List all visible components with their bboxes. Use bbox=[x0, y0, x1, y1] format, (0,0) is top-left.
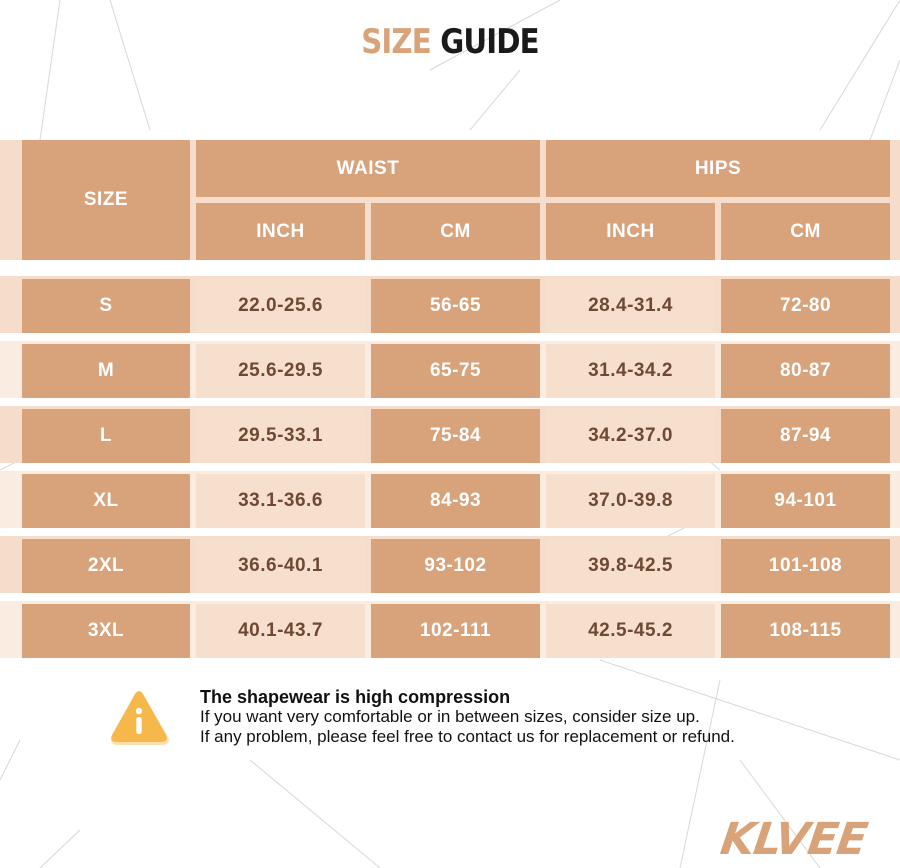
hips-header: HIPS bbox=[546, 140, 890, 197]
note-heading: The shapewear is high compression bbox=[200, 687, 511, 707]
title-part1: SIZE bbox=[361, 22, 431, 62]
warning-icon bbox=[108, 690, 170, 746]
waist-inch-cell: 36.6-40.1 bbox=[196, 539, 365, 593]
note-line-1: If you want very comfortable or in between sizes, consider size up. bbox=[200, 707, 700, 726]
hips-cm-cell: 87-94 bbox=[721, 409, 890, 463]
waist-inch-cell: 29.5-33.1 bbox=[196, 409, 365, 463]
waist-cm-cell: 56-65 bbox=[371, 279, 540, 333]
hips-inch-cell: 39.8-42.5 bbox=[546, 539, 715, 593]
waist-inch-header: INCH bbox=[196, 203, 365, 260]
waist-cm-cell: 84-93 bbox=[371, 474, 540, 528]
hips-cm-cell: 72-80 bbox=[721, 279, 890, 333]
compression-note bbox=[200, 687, 735, 747]
waist-inch-cell: 25.6-29.5 bbox=[196, 344, 365, 398]
waist-cm-cell: 102-111 bbox=[371, 604, 540, 658]
size-cell: XL bbox=[22, 474, 190, 528]
hips-cm-cell: 80-87 bbox=[721, 344, 890, 398]
size-cell: 3XL bbox=[22, 604, 190, 658]
title-part2: GUIDE bbox=[440, 22, 539, 62]
waist-inch-cell: 22.0-25.6 bbox=[196, 279, 365, 333]
size-cell: M bbox=[22, 344, 190, 398]
waist-cm-cell: 93-102 bbox=[371, 539, 540, 593]
hips-inch-cell: 34.2-37.0 bbox=[546, 409, 715, 463]
hips-inch-cell: 37.0-39.8 bbox=[546, 474, 715, 528]
hips-cm-cell: 94-101 bbox=[721, 474, 890, 528]
size-cell: 2XL bbox=[22, 539, 190, 593]
hips-cm-cell: 101-108 bbox=[721, 539, 890, 593]
waist-cm-header: CM bbox=[371, 203, 540, 260]
waist-cm-cell: 65-75 bbox=[371, 344, 540, 398]
hips-inch-header: INCH bbox=[546, 203, 715, 260]
hips-inch-cell: 28.4-31.4 bbox=[546, 279, 715, 333]
page-title bbox=[63, 22, 837, 62]
hips-cm-header: CM bbox=[721, 203, 890, 260]
brand-logo: KLVEE bbox=[717, 814, 870, 865]
hips-inch-cell: 31.4-34.2 bbox=[546, 344, 715, 398]
hips-cm-cell: 108-115 bbox=[721, 604, 890, 658]
waist-cm-cell: 75-84 bbox=[371, 409, 540, 463]
waist-inch-cell: 33.1-36.6 bbox=[196, 474, 365, 528]
waist-header: WAIST bbox=[196, 140, 540, 197]
note-line-2: If any problem, please feel free to contact us for replacement or refund. bbox=[200, 727, 735, 746]
size-cell: L bbox=[22, 409, 190, 463]
size-cell: S bbox=[22, 279, 190, 333]
size-header: SIZE bbox=[22, 140, 190, 260]
hips-inch-cell: 42.5-45.2 bbox=[546, 604, 715, 658]
waist-inch-cell: 40.1-43.7 bbox=[196, 604, 365, 658]
